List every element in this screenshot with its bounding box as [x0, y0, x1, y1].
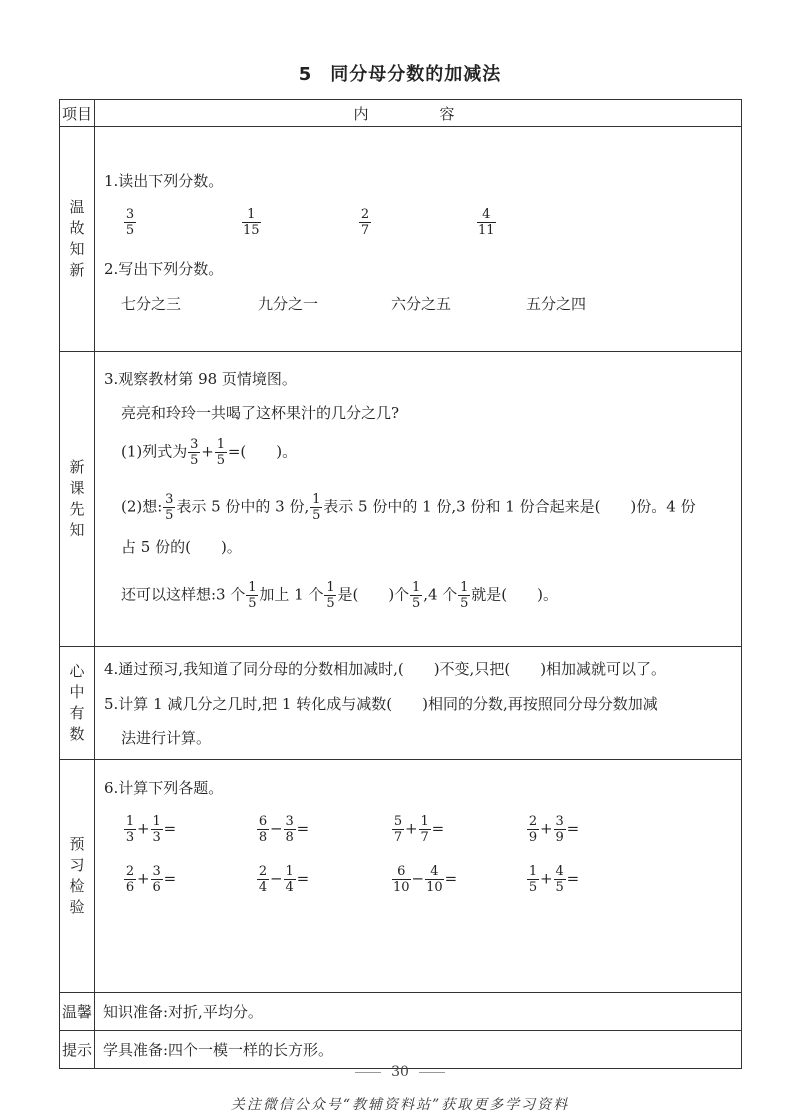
footer-note: 关注微信公众号“教辅资料站”获取更多学习资料	[230, 1097, 570, 1113]
section-label-review: 温故知新	[69, 198, 85, 279]
tips-knowledge: 知识准备:对折,平均分。	[95, 993, 742, 1031]
header-content: 内 容	[95, 100, 742, 127]
worksheet-table	[59, 99, 742, 1069]
question-3-part-3: 还可以这样想:3 个 $\frac{1}{5}$ 加上 1 个 $\frac{1}{5}$ 是( )个 $\frac{1}{5}$ ,4 个 $\frac{1}{5}$ 就是( )。	[121, 580, 558, 611]
fraction-read-2: $\frac{1}{15}$	[243, 207, 260, 238]
section-preview	[60, 352, 742, 647]
expression-8: $\frac{1}{5}$ + $\frac{4}{5}$ =	[528, 864, 580, 895]
section-label-preview: 新课先知	[69, 458, 85, 539]
fraction-read-3: $\frac{2}{7}$	[360, 207, 370, 238]
question-5-cont: 法进行计算。	[121, 729, 212, 747]
header-item: 项目	[60, 100, 95, 127]
section-summary	[60, 647, 742, 760]
question-3-prompt: 亮亮和玲玲一共喝了这杯果汁的几分之几?	[121, 404, 400, 422]
question-3: 3.观察教材第 98 页情境图。	[104, 370, 297, 388]
page-number: 30	[0, 1064, 800, 1080]
question-1: 1.读出下列分数。	[104, 172, 224, 190]
question-5: 5.计算 1 减几分之几时,把 1 转化成与减数( )相同的分数,再按照同分母分数加减	[104, 695, 658, 713]
word-fraction-3: 六分之五	[391, 295, 452, 313]
lesson-number: 5	[298, 64, 313, 85]
question-3-part-2-cont: 占 5 份的( )。	[121, 538, 242, 556]
lesson-title: 同分母分数的加减法	[330, 64, 502, 85]
header-row	[60, 100, 742, 127]
question-6: 6.计算下列各题。	[104, 779, 224, 797]
question-4: 4.通过预习,我知道了同分母的分数相加减时,( )不变,只把( )相加减就可以了。	[104, 660, 667, 678]
section-check	[60, 760, 742, 993]
section-label-summary: 心中有数	[69, 662, 85, 743]
question-2: 2.写出下列分数。	[104, 260, 224, 278]
tips-label-2: 提示	[60, 1031, 95, 1069]
word-fraction-1: 七分之三	[121, 295, 182, 313]
tips-tools: 学具准备:四个一模一样的长方形。	[95, 1031, 742, 1069]
question-3-part-2: (2)想: $\frac{3}{5}$ 表示 5 份中的 3 份, $\frac{1}{5}$ 表示 5 份中的 1 份,3 份和 1 份合起来是( )份。4 份	[121, 492, 696, 523]
fraction-read-1: $\frac{3}{5}$	[125, 207, 135, 238]
tips-row-1	[60, 993, 742, 1031]
expression-6: $\frac{2}{4}$ − $\frac{1}{4}$ =	[258, 864, 310, 895]
tips-label-1: 温馨	[60, 993, 95, 1031]
tips-row-2	[60, 1031, 742, 1069]
expression-5: $\frac{2}{6}$ + $\frac{3}{6}$ =	[125, 864, 177, 895]
expression-7: $\frac{6}{10}$ − $\frac{4}{10}$ =	[393, 864, 458, 895]
section-label-check: 预习检验	[69, 835, 85, 916]
word-fraction-2: 九分之一	[258, 295, 319, 313]
page-title	[0, 60, 800, 86]
expression-3: $\frac{5}{7}$ + $\frac{1}{7}$ =	[393, 814, 445, 845]
question-3-part-1: (1)列式为 $\frac{3}{5}$ + $\frac{1}{5}$ =( )。	[121, 437, 298, 468]
word-fraction-4: 五分之四	[526, 295, 587, 313]
expression-1: $\frac{1}{3}$ + $\frac{1}{3}$ =	[125, 814, 177, 845]
expression-4: $\frac{2}{9}$ + $\frac{3}{9}$ =	[528, 814, 580, 845]
section-review	[60, 127, 742, 352]
fraction-read-4: $\frac{4}{11}$	[478, 207, 495, 238]
expression-2: $\frac{6}{8}$ − $\frac{3}{8}$ =	[258, 814, 310, 845]
